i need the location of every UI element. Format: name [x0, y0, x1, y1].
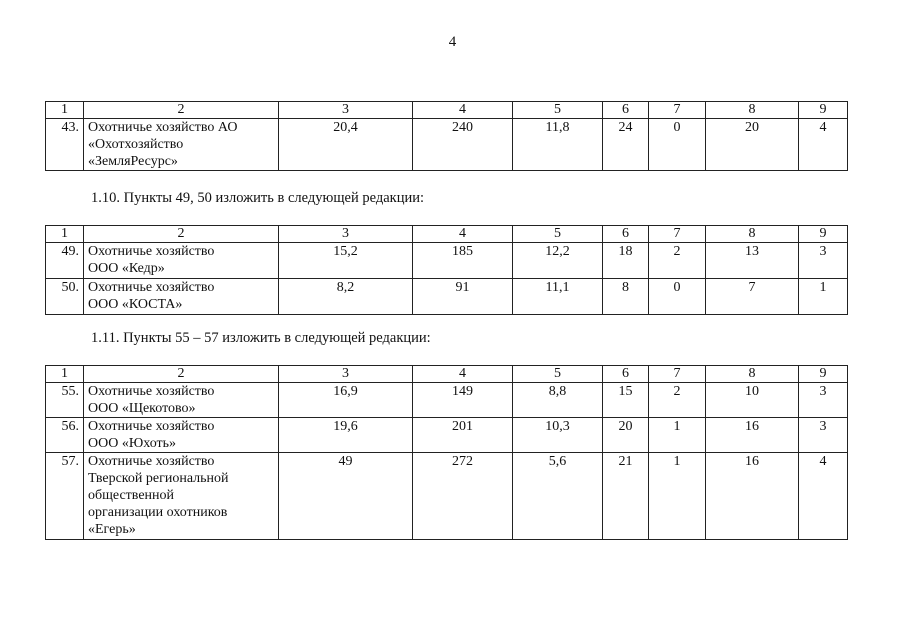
- row-number: 57.: [46, 453, 84, 540]
- column-header: 7: [649, 102, 706, 119]
- value-cell: 3: [799, 383, 848, 418]
- name-line: Охотничье хозяйство: [88, 419, 215, 434]
- value-cell: 11,8: [513, 119, 603, 171]
- column-header: 2: [84, 226, 279, 243]
- column-header: 6: [603, 226, 649, 243]
- value-cell: 0: [649, 119, 706, 171]
- value-cell: 8: [603, 279, 649, 315]
- name-line: Охотничье хозяйство: [88, 244, 215, 259]
- column-header: 6: [603, 366, 649, 383]
- column-header: 8: [706, 226, 799, 243]
- name-line: Охотничье хозяйство АО: [88, 120, 238, 135]
- column-header: 5: [513, 102, 603, 119]
- value-cell: 2: [649, 383, 706, 418]
- row-number: 50.: [46, 279, 84, 315]
- value-cell: 272: [413, 453, 513, 540]
- hunting-farm-name: [84, 383, 279, 418]
- column-header: 3: [279, 366, 413, 383]
- name-line: Тверской региональной: [88, 471, 229, 486]
- name-line: ООО «КОСТА»: [88, 297, 183, 312]
- value-cell: 49: [279, 453, 413, 540]
- value-cell: 1: [799, 279, 848, 315]
- name-line: «Егерь»: [88, 522, 136, 537]
- column-header: 2: [84, 366, 279, 383]
- value-cell: 16,9: [279, 383, 413, 418]
- hunting-farm-name: [84, 453, 279, 540]
- value-cell: 201: [413, 418, 513, 453]
- column-header: 9: [799, 366, 848, 383]
- column-header: 3: [279, 226, 413, 243]
- column-header: 4: [413, 102, 513, 119]
- value-cell: 91: [413, 279, 513, 315]
- page-number: 4: [448, 34, 457, 50]
- column-header: 8: [706, 102, 799, 119]
- value-cell: 5,6: [513, 453, 603, 540]
- column-header: 7: [649, 226, 706, 243]
- value-cell: 240: [413, 119, 513, 171]
- hunting-farm-name: [84, 279, 279, 315]
- value-cell: 21: [603, 453, 649, 540]
- value-cell: 2: [649, 243, 706, 279]
- value-cell: 20: [706, 119, 799, 171]
- hunting-farm-name: [84, 119, 279, 171]
- column-header: 2: [84, 102, 279, 119]
- column-header: 6: [603, 102, 649, 119]
- value-cell: 13: [706, 243, 799, 279]
- column-header: 4: [413, 226, 513, 243]
- value-cell: 3: [799, 243, 848, 279]
- value-cell: 24: [603, 119, 649, 171]
- table-row: [46, 279, 848, 315]
- value-cell: 4: [799, 119, 848, 171]
- column-header-row: [46, 226, 848, 243]
- row-number: 55.: [46, 383, 84, 418]
- column-header: 7: [649, 366, 706, 383]
- name-line: «ЗемляРесурс»: [88, 154, 178, 169]
- table-row: [46, 383, 848, 418]
- value-cell: 149: [413, 383, 513, 418]
- row-number: 49.: [46, 243, 84, 279]
- name-line: ООО «Щекотово»: [88, 401, 196, 416]
- table-items-49-50: [45, 225, 848, 315]
- section-caption-1-11: 1.11. Пункты 55 – 57 изложить в следующей редакции:: [91, 330, 431, 346]
- value-cell: 20,4: [279, 119, 413, 171]
- hunting-farm-name: [84, 418, 279, 453]
- name-line: Охотничье хозяйство: [88, 454, 215, 469]
- column-header: 4: [413, 366, 513, 383]
- table-row: [46, 119, 848, 171]
- column-header-row: [46, 102, 848, 119]
- value-cell: 19,6: [279, 418, 413, 453]
- table-item-43: [45, 101, 848, 171]
- column-header: 9: [799, 226, 848, 243]
- table-row: [46, 453, 848, 540]
- value-cell: 10,3: [513, 418, 603, 453]
- value-cell: 20: [603, 418, 649, 453]
- value-cell: 8,8: [513, 383, 603, 418]
- name-line: Охотничье хозяйство: [88, 280, 215, 295]
- value-cell: 3: [799, 418, 848, 453]
- name-line: ООО «Юхоть»: [88, 436, 177, 451]
- column-header: 1: [46, 366, 84, 383]
- value-cell: 1: [649, 453, 706, 540]
- column-header: 1: [46, 102, 84, 119]
- value-cell: 7: [706, 279, 799, 315]
- hunting-farm-name: [84, 243, 279, 279]
- column-header: 5: [513, 366, 603, 383]
- column-header: 3: [279, 102, 413, 119]
- table-items-55-57: [45, 365, 848, 540]
- column-header: 1: [46, 226, 84, 243]
- column-header: 5: [513, 226, 603, 243]
- column-header: 8: [706, 366, 799, 383]
- value-cell: 16: [706, 418, 799, 453]
- name-line: общественной: [88, 488, 175, 503]
- value-cell: 15,2: [279, 243, 413, 279]
- name-line: организации охотников: [88, 505, 228, 520]
- table-row: [46, 243, 848, 279]
- section-caption-1-10: 1.10. Пункты 49, 50 изложить в следующей редакции:: [91, 190, 424, 206]
- value-cell: 12,2: [513, 243, 603, 279]
- value-cell: 4: [799, 453, 848, 540]
- value-cell: 11,1: [513, 279, 603, 315]
- value-cell: 8,2: [279, 279, 413, 315]
- name-line: ООО «Кедр»: [88, 261, 165, 276]
- row-number: 43.: [46, 119, 84, 171]
- value-cell: 15: [603, 383, 649, 418]
- column-header-row: [46, 366, 848, 383]
- value-cell: 185: [413, 243, 513, 279]
- name-line: «Охотхозяйство: [88, 137, 184, 152]
- row-number: 56.: [46, 418, 84, 453]
- column-header: 9: [799, 102, 848, 119]
- value-cell: 1: [649, 418, 706, 453]
- value-cell: 0: [649, 279, 706, 315]
- value-cell: 18: [603, 243, 649, 279]
- value-cell: 10: [706, 383, 799, 418]
- name-line: Охотничье хозяйство: [88, 384, 215, 399]
- value-cell: 16: [706, 453, 799, 540]
- table-row: [46, 418, 848, 453]
